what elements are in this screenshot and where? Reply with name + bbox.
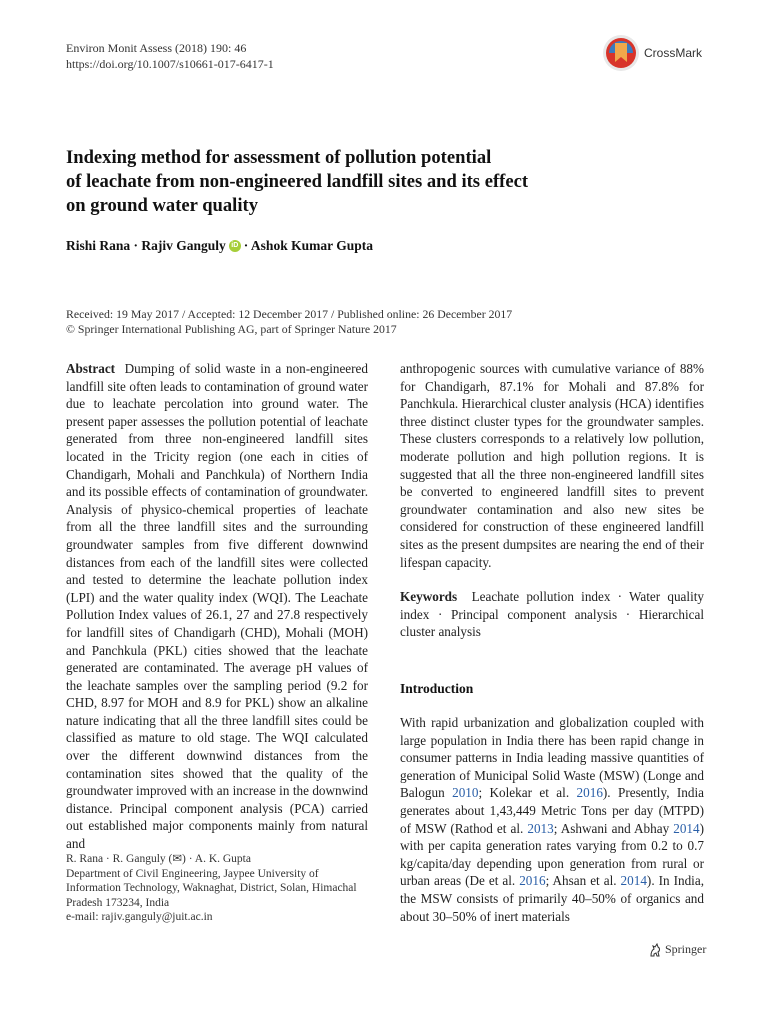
springer-label: Springer — [665, 942, 707, 956]
affiliation-footnote — [66, 852, 376, 925]
publication-dates — [66, 307, 512, 337]
author-names: · Ashok Kumar Gupta — [243, 238, 373, 253]
intro-text-span: ; Ahsan et al. — [545, 873, 621, 889]
author-names: Rishi Rana · Rajiv Ganguly — [66, 238, 226, 253]
title-line: Indexing method for assessment of pollution potential — [66, 147, 492, 168]
abstract-right-column — [400, 360, 704, 641]
introduction-text — [400, 714, 704, 925]
citation-link[interactable]: 2014 — [673, 820, 700, 836]
intro-text-span: ; Ashwani and Abhay — [553, 820, 674, 836]
citation-link[interactable]: 2013 — [527, 820, 554, 836]
journal-header — [66, 40, 274, 72]
intro-text-span: ). Presently, India generates about 1,43,449 Metric Tons per day (MTPD) of MSW (Rathod et al. — [400, 785, 705, 836]
keywords-block — [400, 588, 704, 641]
title-line: on ground water quality — [66, 195, 259, 216]
citation-link[interactable]: 2016 — [576, 785, 603, 801]
citation-link[interactable]: 2016 — [519, 873, 546, 889]
affiliation-line: Information Technology, Waknaghat, District, Solan, Himachal — [66, 882, 357, 894]
abstract-left-column — [66, 360, 368, 853]
intro-text-span: ; Kolekar et al. — [478, 785, 577, 801]
orcid-icon[interactable]: iD — [229, 240, 241, 252]
affiliation-names: R. Rana · R. Ganguly (✉) · A. K. Gupta — [66, 853, 251, 865]
springer-horse-icon — [649, 943, 661, 957]
intro-text-span: With rapid urbanization and globalization coupled with large population in India there has been rapid change in consumer patterns in India leading massive quantities of generation of Municipal Solid Waste (MSW) (Longe and Balogun — [400, 715, 704, 801]
title-line: of leachate from non-engineered landfill sites and its effect — [66, 171, 529, 192]
abstract-continuation: anthropogenic sources with cumulative variance of 88% for Chandigarh, 87.1% for Mohali and 87.8% for Panchkula. Hierarchical cluster analysis (HCA) identifies three distinct cluster types for the groundwater samples. These clusters corresponds to a relatively low pollution, moderate pollution and high pollution regions. It is suggested that all the three non-engineered landfill sites be converted to engineered landfill sites to prevent groundwater contamination and also new sites be considered for construction of these engineered landfill sites as the present dumpsites are nearing the end of their lifespan capacity. — [400, 361, 704, 570]
intro-text-span: ) with per capita generation rates varying from 0.2 to 0.7 kg/capita/day depending upon generation from rural or urban areas (De et al. — [400, 820, 704, 889]
doi-link[interactable]: https://doi.org/10.1007/s10661-017-6417-1 — [66, 57, 274, 71]
affiliation-line: Department of Civil Engineering, Jaypee University of — [66, 867, 319, 880]
journal-citation: Environ Monit Assess (2018) 190: 46 — [66, 41, 247, 55]
author-list — [66, 238, 373, 254]
citation-link[interactable]: 2014 — [620, 873, 647, 889]
crossmark-label: CrossMark — [644, 46, 703, 60]
crossmark-badge[interactable] — [602, 32, 712, 74]
abstract-text: Dumping of solid waste in a non-engineered landfill site often leads to contamination of ground water due to leachate percolation into ground water. The present paper assesses the pollution potential of leachate generated from three non-engineered landfill sites located in the Tricity region (one each in cities of Chandigarh, Mohali and Panchkula) of Northern India and its possible effects of contamination of groundwater. Analysis of physico-chemical properties of leachate from all the three landfill sites and the surrounding groundwater samples from five different downwind distances from each of the landfill sites were collected and tested to determine the leachate pollution index (LPI) and the water quality index (WQI). The Leachate Pollution Index values of 26.1, 27 and 27.8 respectively for landfill sites of Chandigarh (CHD), Mohali (MOH) and Panchkula (PKL) cities showed that the leachate generated are contaminated. The average pH values of the leachate samples over the sampling period (9.2 for CHD, 8.97 for MOH and 8.9 for PKL) show an alkaline nature indicating that all the three landfill sites could be classified as mature to old stage. The WQI calculated over the different downwind distances from the contamination sites showed that the quality of the groundwater improved with an increase in the downwind distance. Principal component analysis (PCA) carried out established major components mainly from natural and — [66, 361, 368, 852]
dates-line: Received: 19 May 2017 / Accepted: 12 December 2017 / Published online: 26 December 2017 — [66, 307, 513, 321]
keywords-text: Leachate pollution index · Water quality index · Principal component analysis · Hierarchical cluster analysis — [400, 589, 705, 640]
intro-text-span: ). In India, the MSW consists of primarily 40–50% of organics and about 30–50% of inert materials — [400, 873, 704, 924]
crossmark-icon — [602, 34, 640, 72]
copyright-line: © Springer International Publishing AG, part of Springer Nature 2017 — [66, 322, 397, 336]
abstract-heading: Abstract — [66, 361, 116, 376]
springer-logo — [649, 942, 706, 957]
affiliation-line: Pradesh 173234, India — [66, 896, 170, 909]
keywords-heading: Keywords — [400, 589, 458, 605]
paper-title — [66, 146, 666, 218]
introduction-heading: Introduction — [400, 681, 474, 696]
citation-link[interactable]: 2010 — [452, 785, 479, 801]
email-link[interactable]: e-mail: rajiv.ganguly@juit.ac.in — [66, 911, 213, 923]
